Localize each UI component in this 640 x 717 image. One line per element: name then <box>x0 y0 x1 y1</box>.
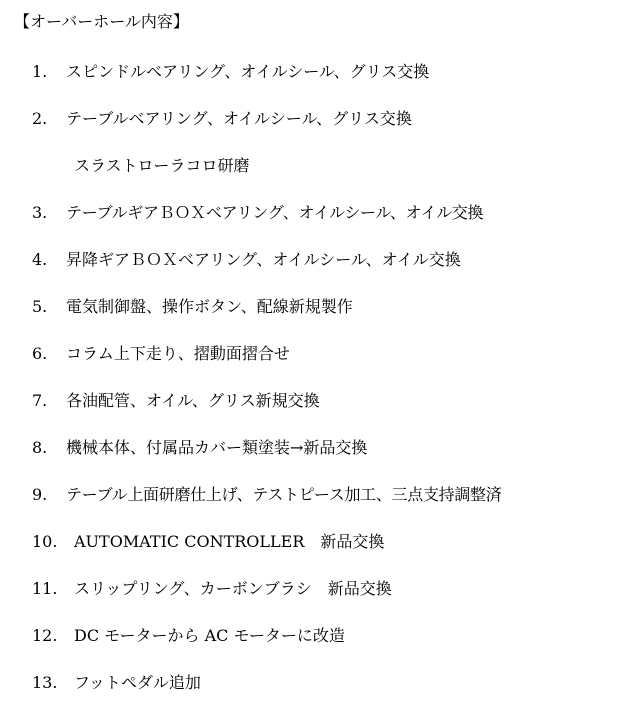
list-item <box>32 672 201 694</box>
item-text: スピンドルベアリング、オイルシール、グリス交換 <box>66 62 430 81</box>
item-text: AUTOMATIC CONTROLLER 新品交換 <box>74 532 385 551</box>
item-number: 1. <box>32 62 48 81</box>
document-heading: 【オーバーホール内容】 <box>14 12 189 31</box>
item-number: 4. <box>32 250 48 269</box>
item-text: 機械本体、付属品カバー類塗装→新品交換 <box>66 438 368 457</box>
item-text: 昇降ギアＢＯＸベアリング、オイルシール、オイル交換 <box>66 250 461 269</box>
list-item <box>32 343 290 365</box>
item-text: スリップリング、カーボンブラシ 新品交換 <box>74 579 392 598</box>
list-item-continuation: スラストローラコロ研磨 <box>74 156 250 175</box>
list-item <box>32 531 384 553</box>
list-item <box>32 202 483 224</box>
list-item <box>32 390 320 412</box>
item-text: テーブルギアＢＯＸベアリング、オイルシール、オイル交換 <box>66 203 484 222</box>
list-item <box>32 578 392 600</box>
item-text: 電気制御盤、操作ボタン、配線新規製作 <box>66 297 353 316</box>
item-text: フットペダル追加 <box>74 673 201 692</box>
item-number: 5. <box>32 297 48 316</box>
item-text: コラム上下走り、摺動面摺合せ <box>66 344 290 363</box>
item-text: DC モーターから AC モーターに改造 <box>74 626 345 645</box>
list-item <box>32 484 501 506</box>
item-text: テーブル上面研磨仕上げ、テストピース加工、三点支持調整済 <box>66 485 502 504</box>
list-item <box>32 625 345 647</box>
item-number: 8. <box>32 438 48 457</box>
item-number: 11. <box>32 579 58 598</box>
item-text: テーブルベアリング、オイルシール、グリス交換 <box>66 109 412 128</box>
item-number: 10. <box>32 532 58 551</box>
list-item <box>32 296 353 318</box>
item-number: 12. <box>32 626 58 645</box>
item-text: 各油配管、オイル、グリス新規交換 <box>66 391 320 410</box>
item-number: 13. <box>32 673 58 692</box>
item-number: 2. <box>32 109 48 128</box>
list-item <box>32 437 367 459</box>
list-item <box>32 61 429 83</box>
list-item <box>32 249 461 271</box>
item-number: 9. <box>32 485 48 504</box>
list-item <box>32 108 412 130</box>
item-number: 7. <box>32 391 48 410</box>
item-number: 3. <box>32 203 48 222</box>
item-number: 6. <box>32 344 48 363</box>
